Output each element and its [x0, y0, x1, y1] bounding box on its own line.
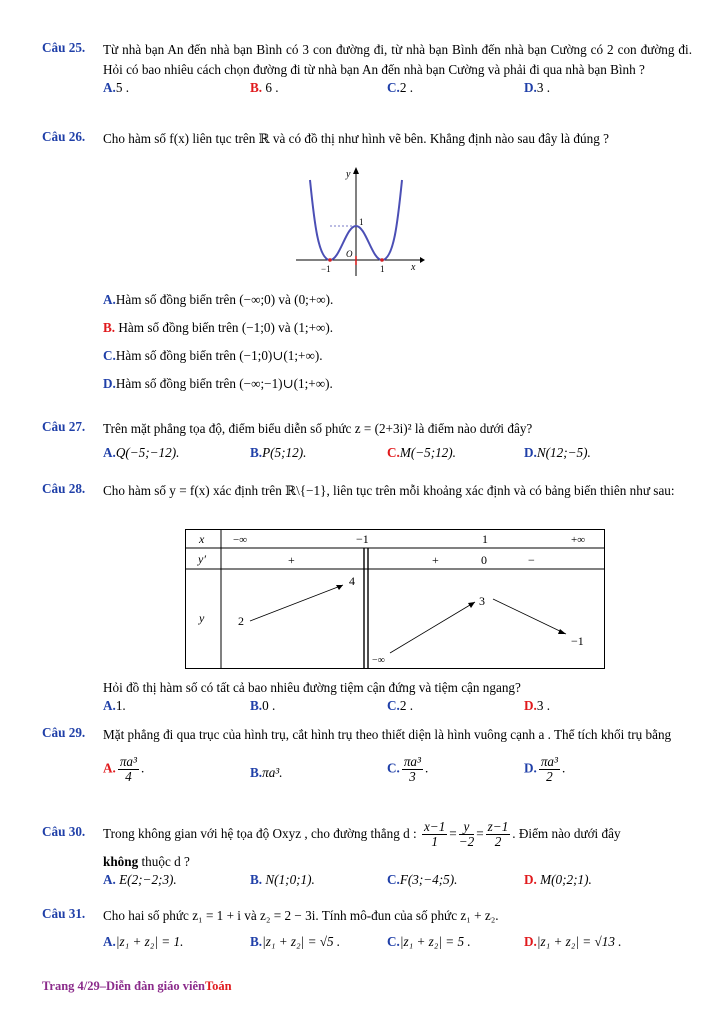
- option-a[interactable]: A. $\frac{\text{πa³}}{4}$ .: [103, 754, 145, 784]
- question-text: Cho hàm số f(x) liên tục trên ℝ và có đồ thị như hình vẽ bên. Khẳng định nào sau đây là đúng ?: [103, 131, 609, 146]
- question-26-options: [42, 290, 692, 394]
- question-text: Cho hai số phức z₁ = 1 + i và z₂ = 2 − 3i. Tính mô-đun của số phức z₁ + z₂.: [103, 908, 499, 923]
- question-text: Từ nhà bạn An đến nhà bạn Bình có 3 con đường đi, từ nhà bạn Bình đến nhà bạn Cường có 2 con đường đi. Hỏi có bao nhiêu cách chọn đường đi từ nhà bạn An đến nhà bạn Cường và phải đi qua nhà bạn Bình ?: [103, 42, 692, 77]
- question-number: Câu 28.: [42, 481, 86, 496]
- function-graph: [290, 164, 425, 279]
- x-one: 1: [482, 532, 488, 546]
- question-number: Câu 26.: [42, 129, 86, 144]
- option-d[interactable]: D.Hàm số đồng biến trên (−∞;−1)∪(1;+∞).: [103, 376, 333, 391]
- option-b[interactable]: B.πa³.: [250, 765, 283, 780]
- row-label-x: x: [199, 532, 205, 546]
- footer-subject: Toán: [204, 979, 232, 993]
- x-neg-inf: −∞: [233, 534, 248, 546]
- option-b[interactable]: B. Hàm số đồng biến trên (−1;0) và (1;+∞).: [103, 320, 334, 335]
- option-a[interactable]: A. E(2;−2;3).: [103, 872, 177, 887]
- option-c[interactable]: C.Hàm số đồng biến trên (−1;0)∪(1;+∞).: [103, 348, 323, 363]
- sign-zero: 0: [481, 553, 487, 567]
- arrow-up: [250, 585, 343, 621]
- option-a[interactable]: A.Q(−5;−12).: [103, 445, 180, 460]
- question-text: Hỏi đồ thị hàm số có tất cả bao nhiêu đường tiệm cận đứng và tiệm cận ngang?: [103, 680, 521, 695]
- question-25: [42, 40, 692, 100]
- x-tick-neg1: −1: [321, 264, 331, 274]
- value-neg-inf: −∞: [372, 655, 385, 666]
- question-text: Mặt phẳng đi qua trục của hình trụ, cắt hình trụ theo thiết diện là hình vuông cạnh a . Thể tích khối trụ bằng: [103, 727, 672, 742]
- option-b[interactable]: B.P(5;12).: [250, 445, 307, 460]
- question-27: [42, 419, 692, 465]
- x-tick-1: 1: [380, 264, 385, 274]
- y-tick-1: 1: [359, 217, 364, 227]
- question-31: [42, 906, 692, 954]
- question-30: [42, 818, 692, 892]
- answer-options: [103, 872, 692, 892]
- x-axis-arrow: [420, 257, 425, 263]
- footer-text: Trang 4/29–Diễn đàn giáo viên: [42, 979, 205, 993]
- answer-options: [103, 445, 692, 465]
- option-d[interactable]: D.3 .: [524, 698, 551, 713]
- marker-point: [328, 258, 332, 262]
- question-text: Trong không gian với hệ tọa độ Oxyz , cho đường thẳng d : $\frac{x-1}{1}$ = $\frac{y}{-2}$ = $\frac{z-1}{2}$ . Điểm nào dưới đây: [103, 819, 621, 850]
- option-b[interactable]: B. 6 .: [250, 80, 279, 95]
- x-minus-one: −1: [356, 532, 369, 546]
- question-number: Câu 31.: [42, 906, 86, 921]
- option-c[interactable]: C.2 .: [387, 698, 414, 713]
- answer-options: [103, 747, 692, 787]
- option-a[interactable]: A.Hàm số đồng biến trên (−∞;0) và (0;+∞).: [103, 292, 334, 307]
- sign-plus: +: [432, 553, 439, 567]
- question-26: [42, 129, 692, 149]
- answer-options: [103, 934, 692, 954]
- value-3: 3: [479, 594, 485, 608]
- option-b[interactable]: B.|z₁ + z₂| = √5 .: [250, 934, 341, 949]
- option-c[interactable]: C.M(−5;12).: [387, 445, 456, 460]
- question-text-line2: không thuộc d ?: [103, 854, 190, 869]
- question-number: Câu 30.: [42, 824, 86, 839]
- option-d[interactable]: D. $\frac{\text{πa³}}{2}$ .: [524, 754, 566, 784]
- question-text: Trên mặt phẳng tọa độ, điểm biểu diễn số phức z = (2+3i)² là điểm nào dưới đây?: [103, 421, 533, 436]
- answer-options: [103, 698, 692, 718]
- marker-point: [380, 258, 384, 262]
- option-d[interactable]: D. M(0;2;1).: [524, 872, 592, 887]
- origin-label: O: [346, 249, 353, 259]
- row-label-yprime: y′: [198, 552, 206, 566]
- option-d[interactable]: D.|z₁ + z₂| = √13 .: [524, 934, 622, 949]
- option-b[interactable]: B.0 .: [250, 698, 276, 713]
- value-2: 2: [238, 614, 244, 628]
- option-c[interactable]: C.F(3;−4;5).: [387, 872, 458, 887]
- option-a[interactable]: A.|z₁ + z₂| = 1.: [103, 934, 184, 949]
- arrow-up: [390, 602, 475, 653]
- option-d[interactable]: D.N(12;−5).: [524, 445, 591, 460]
- sign-minus: −: [528, 553, 535, 567]
- option-b[interactable]: B. N(1;0;1).: [250, 872, 315, 887]
- question-28: [42, 481, 692, 501]
- option-a[interactable]: A.5 .: [103, 80, 130, 95]
- question-29: [42, 725, 692, 787]
- option-c[interactable]: C. $\frac{\text{πa³}}{3}$ .: [387, 754, 429, 784]
- question-number: Câu 27.: [42, 419, 86, 434]
- y-label: y: [346, 169, 351, 180]
- value-4: 4: [349, 574, 355, 588]
- option-a[interactable]: A.1.: [103, 698, 126, 713]
- arrow-down: [493, 599, 566, 634]
- answer-options: [103, 80, 692, 100]
- option-c[interactable]: C.|z₁ + z₂| = 5 .: [387, 934, 471, 949]
- x-label: x: [411, 262, 416, 273]
- question-28-answers: [42, 678, 692, 718]
- question-number: Câu 25.: [42, 40, 86, 55]
- option-c[interactable]: C.2 .: [387, 80, 414, 95]
- question-number: Câu 29.: [42, 725, 86, 740]
- value-neg-1: −1: [571, 634, 584, 648]
- row-label-y: y: [199, 611, 205, 625]
- page-footer: [42, 979, 232, 994]
- x-pos-inf: +∞: [571, 534, 586, 546]
- variation-table: [185, 529, 605, 670]
- question-text: Cho hàm số y = f(x) xác định trên ℝ\{−1}, liên tục trên mỗi khoảng xác định và có bảng biến thiên như sau:: [103, 483, 675, 498]
- option-d[interactable]: D.3 .: [524, 80, 551, 95]
- sign-plus: +: [288, 553, 295, 567]
- y-axis-arrow: [353, 167, 359, 174]
